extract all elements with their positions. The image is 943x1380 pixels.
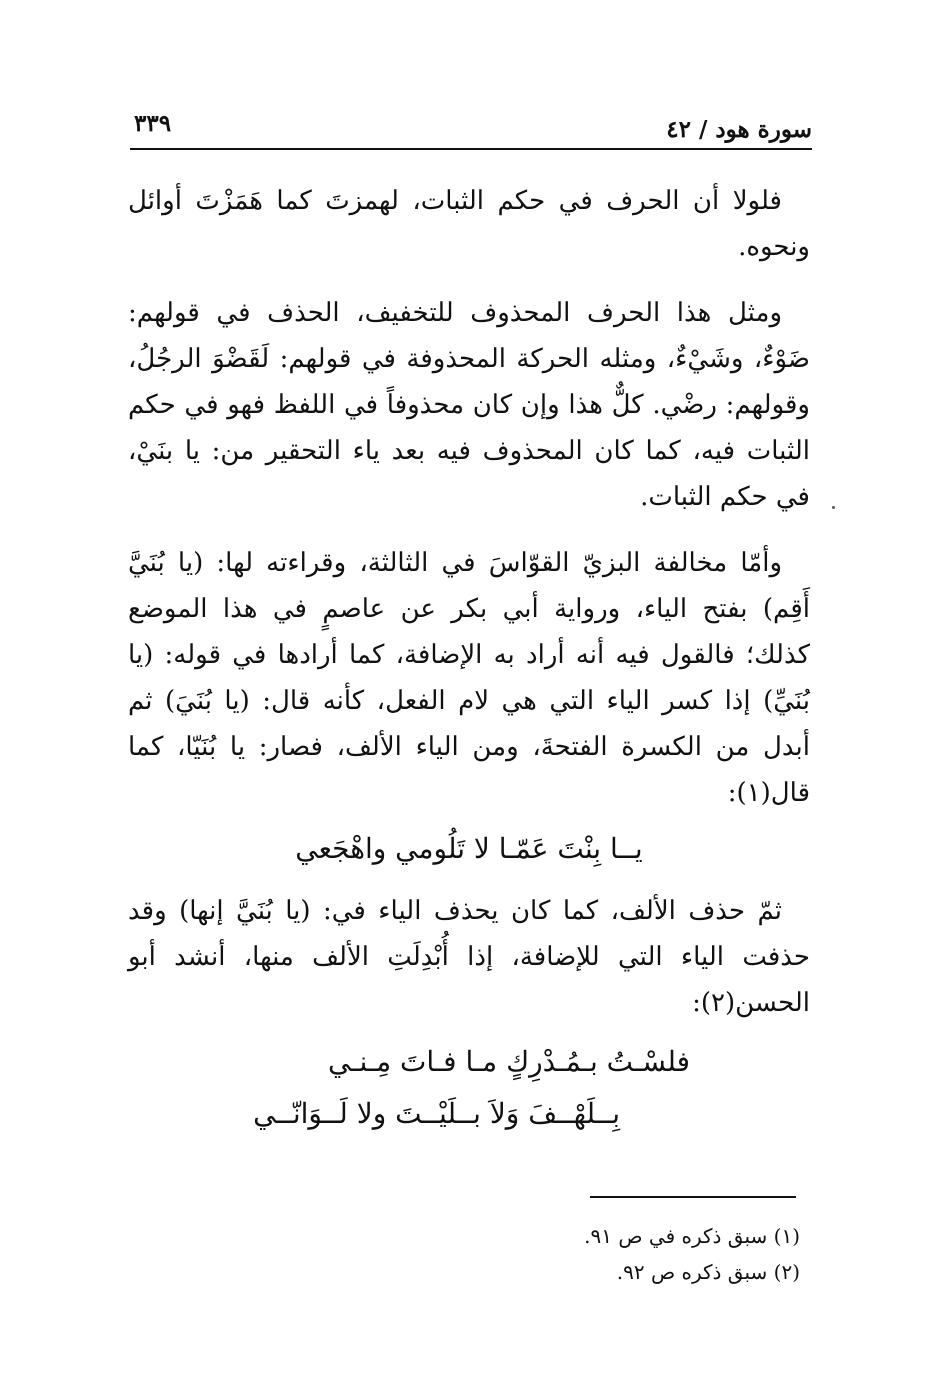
verse-hemistich-first: فلسْـتُ بـمُـدْرِكٍ مـا فـاتَ مِـنـي xyxy=(327,1045,690,1078)
paragraph: ومثل هذا الحرف المحذوف للتخفيف، الحذف في قولهم: ضَوْءٌ، وشَيْءٌ، ومثله الحركة المحذوفة في قولهم: لَقَضْوَ الرجُلُ، وقولهم: رضْي. كلٌّ هذا وإن كان محذوفاً في اللفظ فهو في حكم الثبات فيه، كما كان المحذوف فيه بعد ياء التحقير من: يا بنَيْ، في حكم الثبات. xyxy=(128,298,810,512)
footnote: (١) سبق ذكره في ص ٩١. xyxy=(584,1224,800,1248)
verse-hemistich-second: بِــلَهْــفَ وَلاَ بــلَيْــتَ ولا لَــوَانّــي xyxy=(253,1097,620,1130)
paragraph: وأمّا مخالفة البزيّ القوّاسَ في الثالثة، وقراءته لها: (يا بُنَيَّ أَقِم) بفتح الياء، ورواية أبي بكر عن عاصمٍ في هذا الموضع كذلك؛ فالقول فيه أنه أراد به الإضافة، كما أرادها في قوله: (يا بُنَيِّ) إذا كسر الياء التي هي لام الفعل، كأنه قال: (يا بُنَيَ) ثم أبدل من الكسرة الفتحةَ، ومن الياء الألف، فصار: يا بُنَيّا، كما قال(١): xyxy=(128,548,810,808)
paragraph: ثمّ حذف الألف، كما كان يحذف الياء في: (يا بُنَيَّ إنها) وقد حذفت الياء التي للإضافة، إذا أُبْدِلَتِ الألف منها، أنشد أبو الحسن(٢): xyxy=(128,896,810,1018)
page-number: ٣٣٩ xyxy=(134,110,172,137)
poetry-couplet xyxy=(128,1036,810,1140)
page-header xyxy=(130,96,812,150)
footnote-separator xyxy=(590,1196,796,1198)
paragraph: فلولا أن الحرف في حكم الثبات، لهمزتَ كما هَمَزْتَ أوائل ونحوه. xyxy=(128,186,810,262)
poetry-verse: يــا بِنْتَ عَمّـا لا تَلُومي واهْجَعي xyxy=(295,832,643,865)
running-title: سورة هود / ٤٢ xyxy=(666,116,812,143)
margin-mark xyxy=(832,506,835,509)
footnote: (٢) سبق ذكره ص ٩٢. xyxy=(616,1260,800,1284)
footnotes xyxy=(400,1218,800,1290)
main-text xyxy=(128,178,810,1140)
